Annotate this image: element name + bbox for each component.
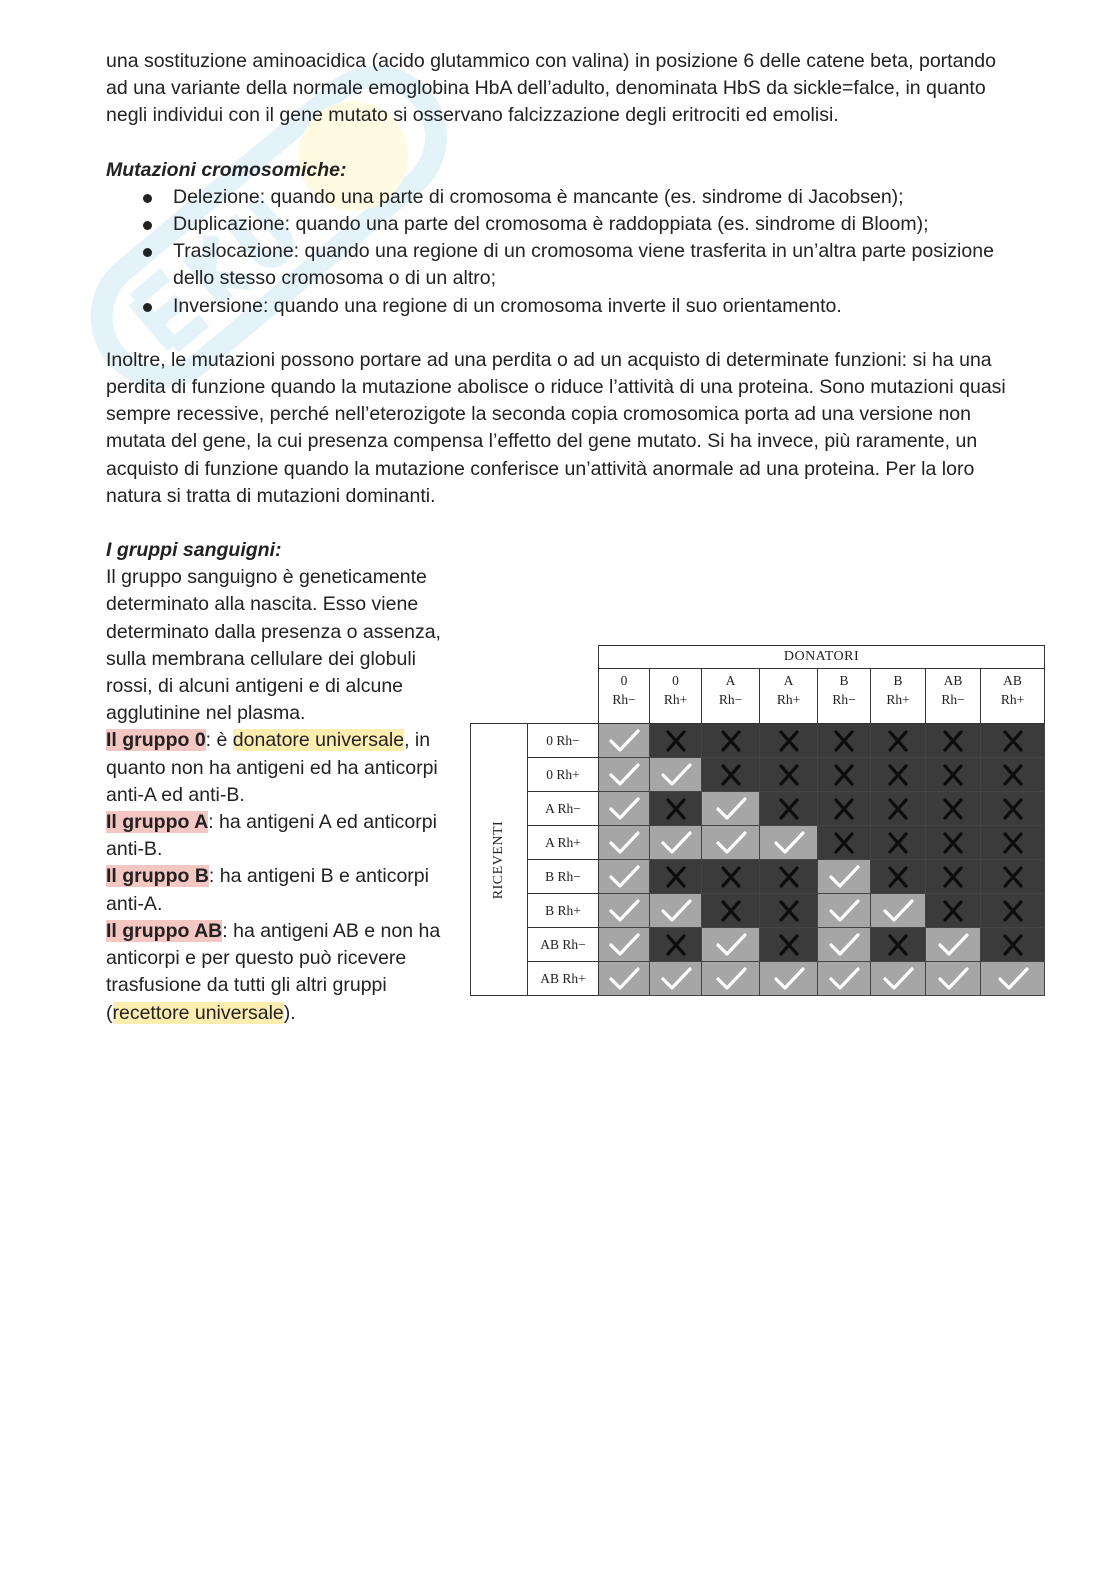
compatible-cell: [599, 894, 650, 928]
check-icon: [607, 966, 641, 992]
donor-group-label: B: [839, 673, 849, 688]
check-icon: [607, 932, 641, 958]
incompatible-cell: [871, 792, 926, 826]
cross-icon: [772, 864, 806, 890]
incompatible-cell: [871, 826, 926, 860]
incompatible-cell: [981, 792, 1045, 826]
compatible-cell: [926, 962, 981, 996]
list-item: Inversione: quando una regione di un cromosoma inverte il suo orientamento.: [173, 293, 1006, 320]
donor-column-header: [760, 669, 818, 724]
compatible-cell: [599, 724, 650, 758]
cross-icon: [772, 796, 806, 822]
incompatible-cell: [760, 758, 818, 792]
donor-group-label: AB: [1003, 673, 1022, 688]
incompatible-cell: [702, 894, 760, 928]
incompatible-cell: [650, 860, 702, 894]
cross-icon: [772, 728, 806, 754]
cross-icon: [996, 932, 1030, 958]
cross-icon: [714, 762, 748, 788]
recipient-row-header: 0 Rh+: [528, 758, 599, 792]
cross-icon: [936, 762, 970, 788]
group-b-label: Il gruppo B: [106, 865, 209, 888]
transfusion-compatibility-table: [470, 645, 1045, 996]
compatible-cell: [926, 928, 981, 962]
incompatible-cell: [926, 826, 981, 860]
incompatible-cell: [871, 860, 926, 894]
recipients-label: RICEVENTI: [491, 820, 506, 899]
compatible-cell: [599, 962, 650, 996]
check-icon: [659, 966, 693, 992]
functions-paragraph: Inoltre, le mutazioni possono portare ad una perdita o ad un acquisto di determinate funzioni: si ha una perdita di funzione quando la mutazione abolisce o riduce l’attività di una proteina. Sono mutazioni quasi sempre recessive, perché nell’eterozigote la seconda copia cromosomica porta ad una versione non mutata del gene, la cui presenza compensa l’effetto del gene mutato. Si ha invece, più raramente, un acquisto di funzione quando la mutazione conferisce un’attività anormale ad una proteina. Per la loro natura si tratta di mutazioni dominanti.: [106, 348, 1006, 507]
incompatible-cell: [981, 758, 1045, 792]
group-ab-text-post: ).: [283, 1001, 296, 1024]
blood-groups-heading: I gruppi sanguigni:: [106, 539, 282, 562]
donor-column-header: [650, 669, 702, 724]
donor-group-label: AB: [943, 673, 963, 688]
cross-icon: [714, 864, 748, 890]
donor-column-header: [818, 669, 871, 724]
cross-icon: [772, 762, 806, 788]
recipient-row-header: B Rh+: [528, 894, 599, 928]
incompatible-cell: [702, 758, 760, 792]
table-row: [471, 894, 1045, 928]
group-0-label: Il gruppo 0: [106, 729, 206, 752]
cross-icon: [936, 728, 970, 754]
compatible-cell: [599, 826, 650, 860]
group-ab-paragraph: [106, 918, 446, 1027]
recipient-row-header: B Rh−: [528, 860, 599, 894]
cross-icon: [659, 796, 693, 822]
cross-icon: [827, 830, 861, 856]
cross-icon: [996, 762, 1030, 788]
donor-group-label: A: [725, 673, 736, 688]
check-icon: [714, 932, 748, 958]
transfusion-table-container: [470, 645, 1045, 996]
check-icon: [659, 898, 693, 924]
list-item: Traslocazione: quando una regione di un cromosoma viene trasferita in un’altra parte posizione dello stesso cromosoma o di un altro;: [173, 238, 1006, 292]
compatible-cell: [981, 962, 1045, 996]
incompatible-cell: [702, 724, 760, 758]
recipient-row-header: A Rh−: [528, 792, 599, 826]
mutations-list: [106, 184, 1006, 320]
table-row: [471, 928, 1045, 962]
cross-icon: [996, 728, 1030, 754]
incompatible-cell: [981, 860, 1045, 894]
incompatible-cell: [926, 894, 981, 928]
compatible-cell: [650, 758, 702, 792]
donor-column-header: [599, 669, 650, 724]
cross-icon: [714, 898, 748, 924]
cross-icon: [936, 864, 970, 890]
compatible-cell: [818, 962, 871, 996]
check-icon: [607, 864, 641, 890]
compatible-cell: [599, 928, 650, 962]
group-0-text-post: , in quanto non ha antigeni ed ha anticorpi anti-A ed anti-B.: [106, 729, 438, 806]
incompatible-cell: [650, 928, 702, 962]
cross-icon: [936, 796, 970, 822]
check-icon: [607, 796, 641, 822]
donor-group-label: B: [893, 673, 903, 688]
incompatible-cell: [760, 792, 818, 826]
incompatible-cell: [760, 860, 818, 894]
compatible-cell: [650, 894, 702, 928]
incompatible-cell: [871, 928, 926, 962]
check-icon: [607, 830, 641, 856]
cross-icon: [827, 796, 861, 822]
cross-icon: [936, 898, 970, 924]
compatible-cell: [702, 928, 760, 962]
incompatible-cell: [702, 860, 760, 894]
check-icon: [827, 966, 861, 992]
incompatible-cell: [981, 894, 1045, 928]
cross-icon: [881, 864, 915, 890]
cross-icon: [881, 830, 915, 856]
donor-rh-label: Rh+: [776, 692, 801, 707]
group-a-paragraph: [106, 809, 446, 863]
group-b-text: : ha antigeni B e anticorpi anti-A.: [106, 865, 429, 915]
table-row: [471, 860, 1045, 894]
cross-icon: [881, 932, 915, 958]
compatible-cell: [650, 962, 702, 996]
compatible-cell: [871, 962, 926, 996]
compatible-cell: [818, 860, 871, 894]
incompatible-cell: [818, 758, 871, 792]
incompatible-cell: [981, 724, 1045, 758]
donor-rh-label: Rh+: [1000, 692, 1025, 707]
compatible-cell: [871, 894, 926, 928]
check-icon: [827, 864, 861, 890]
incompatible-cell: [926, 758, 981, 792]
compatible-cell: [818, 894, 871, 928]
cross-icon: [996, 830, 1030, 856]
table-row: [471, 962, 1045, 996]
check-icon: [607, 728, 641, 754]
cross-icon: [772, 932, 806, 958]
check-icon: [772, 966, 806, 992]
list-item: Duplicazione: quando una parte del cromosoma è raddoppiata (es. sindrome di Bloom);: [173, 211, 1006, 238]
recipient-row-header: AB Rh+: [528, 962, 599, 996]
recipient-row-header: AB Rh−: [528, 928, 599, 962]
check-icon: [772, 830, 806, 856]
incompatible-cell: [926, 792, 981, 826]
cross-icon: [772, 898, 806, 924]
compatible-cell: [599, 860, 650, 894]
check-icon: [714, 796, 748, 822]
donor-column-header: [926, 669, 981, 724]
compatible-cell: [760, 962, 818, 996]
cross-icon: [659, 864, 693, 890]
compatible-cell: [650, 826, 702, 860]
donor-rh-label: Rh+: [663, 692, 688, 707]
group-ab-text-pre: : ha antigeni AB e non ha anticorpi e per questo può ricevere trasfusione da tutti gli altri gruppi (: [106, 919, 441, 1024]
incompatible-cell: [818, 826, 871, 860]
cross-icon: [996, 796, 1030, 822]
check-icon: [714, 830, 748, 856]
donor-rh-label: Rh−: [941, 692, 965, 707]
check-icon: [936, 966, 970, 992]
cross-icon: [659, 728, 693, 754]
incompatible-cell: [926, 724, 981, 758]
recipients-header: [471, 724, 528, 996]
group-0-paragraph: [106, 727, 446, 809]
incompatible-cell: [871, 724, 926, 758]
check-icon: [714, 966, 748, 992]
table-row: [471, 724, 1045, 758]
table-row: [471, 792, 1045, 826]
incompatible-cell: [760, 894, 818, 928]
donor-group-label: 0: [620, 673, 628, 688]
incompatible-cell: [981, 826, 1045, 860]
recipient-row-header: A Rh+: [528, 826, 599, 860]
cross-icon: [827, 728, 861, 754]
recipient-row-header: 0 Rh−: [528, 724, 599, 758]
donor-group-label: 0: [672, 673, 679, 688]
group-ab-label: Il gruppo AB: [106, 919, 223, 942]
check-icon: [827, 932, 861, 958]
check-icon: [607, 762, 641, 788]
compatible-cell: [599, 758, 650, 792]
donor-rh-label: Rh−: [718, 692, 743, 707]
blood-groups-text: [106, 564, 446, 1026]
group-0-text-pre: : è: [205, 729, 233, 752]
cross-icon: [881, 796, 915, 822]
compatible-cell: [760, 826, 818, 860]
list-item: Delezione: quando una parte di cromosoma è mancante (es. sindrome di Jacobsen);: [173, 184, 1006, 211]
donor-column-header: [871, 669, 926, 724]
cross-icon: [827, 762, 861, 788]
universal-recipient-highlight: recettore universale: [112, 1001, 284, 1024]
check-icon: [936, 932, 970, 958]
donor-rh-label: Rh+: [886, 692, 910, 707]
incompatible-cell: [871, 758, 926, 792]
incompatible-cell: [650, 724, 702, 758]
cross-icon: [881, 728, 915, 754]
donor-column-header: [702, 669, 760, 724]
group-a-text: : ha antigeni A ed anticorpi anti-B.: [106, 811, 437, 861]
incompatible-cell: [926, 860, 981, 894]
compatible-cell: [702, 826, 760, 860]
compatible-cell: [599, 792, 650, 826]
table-row: [471, 758, 1045, 792]
group-b-paragraph: [106, 863, 446, 917]
check-icon: [881, 966, 915, 992]
cross-icon: [714, 728, 748, 754]
check-icon: [607, 898, 641, 924]
cross-icon: [659, 932, 693, 958]
donors-header: DONATORI: [599, 646, 1045, 669]
incompatible-cell: [818, 792, 871, 826]
compatible-cell: [702, 792, 760, 826]
mutations-heading: Mutazioni cromosomiche:: [106, 158, 347, 181]
incompatible-cell: [760, 724, 818, 758]
blood-groups-intro: Il gruppo sanguigno è geneticamente determinato alla nascita. Esso viene determinato dalla presenza o assenza, sulla membrana cellulare dei globuli rossi, di alcuni antigeni e di alcune agglutinine nel plasma.: [106, 566, 441, 725]
cross-icon: [996, 864, 1030, 890]
cross-icon: [936, 830, 970, 856]
incompatible-cell: [760, 928, 818, 962]
incompatible-cell: [981, 928, 1045, 962]
check-icon: [827, 898, 861, 924]
check-icon: [881, 898, 915, 924]
incompatible-cell: [650, 792, 702, 826]
cross-icon: [881, 762, 915, 788]
donor-rh-label: Rh−: [612, 692, 636, 707]
donor-group-label: A: [783, 673, 794, 688]
donor-rh-label: Rh−: [832, 692, 856, 707]
compatible-cell: [818, 928, 871, 962]
check-icon: [996, 966, 1030, 992]
compatible-cell: [702, 962, 760, 996]
universal-donor-highlight: donatore universale: [232, 729, 405, 752]
intro-paragraph: una sostituzione aminoacidica (acido glutammico con valina) in posizione 6 delle catene beta, portando ad una variante della normale emoglobina HbA dell’adulto, denominata HbS da sickle=falce, in quanto negli individui con il gene mutato si osservano falcizzazione degli eritrociti ed emolisi.: [106, 50, 996, 127]
table-row: [471, 826, 1045, 860]
cross-icon: [996, 898, 1030, 924]
check-icon: [659, 762, 693, 788]
check-icon: [659, 830, 693, 856]
incompatible-cell: [818, 724, 871, 758]
donor-column-header: [981, 669, 1045, 724]
group-a-label: Il gruppo A: [106, 811, 209, 834]
